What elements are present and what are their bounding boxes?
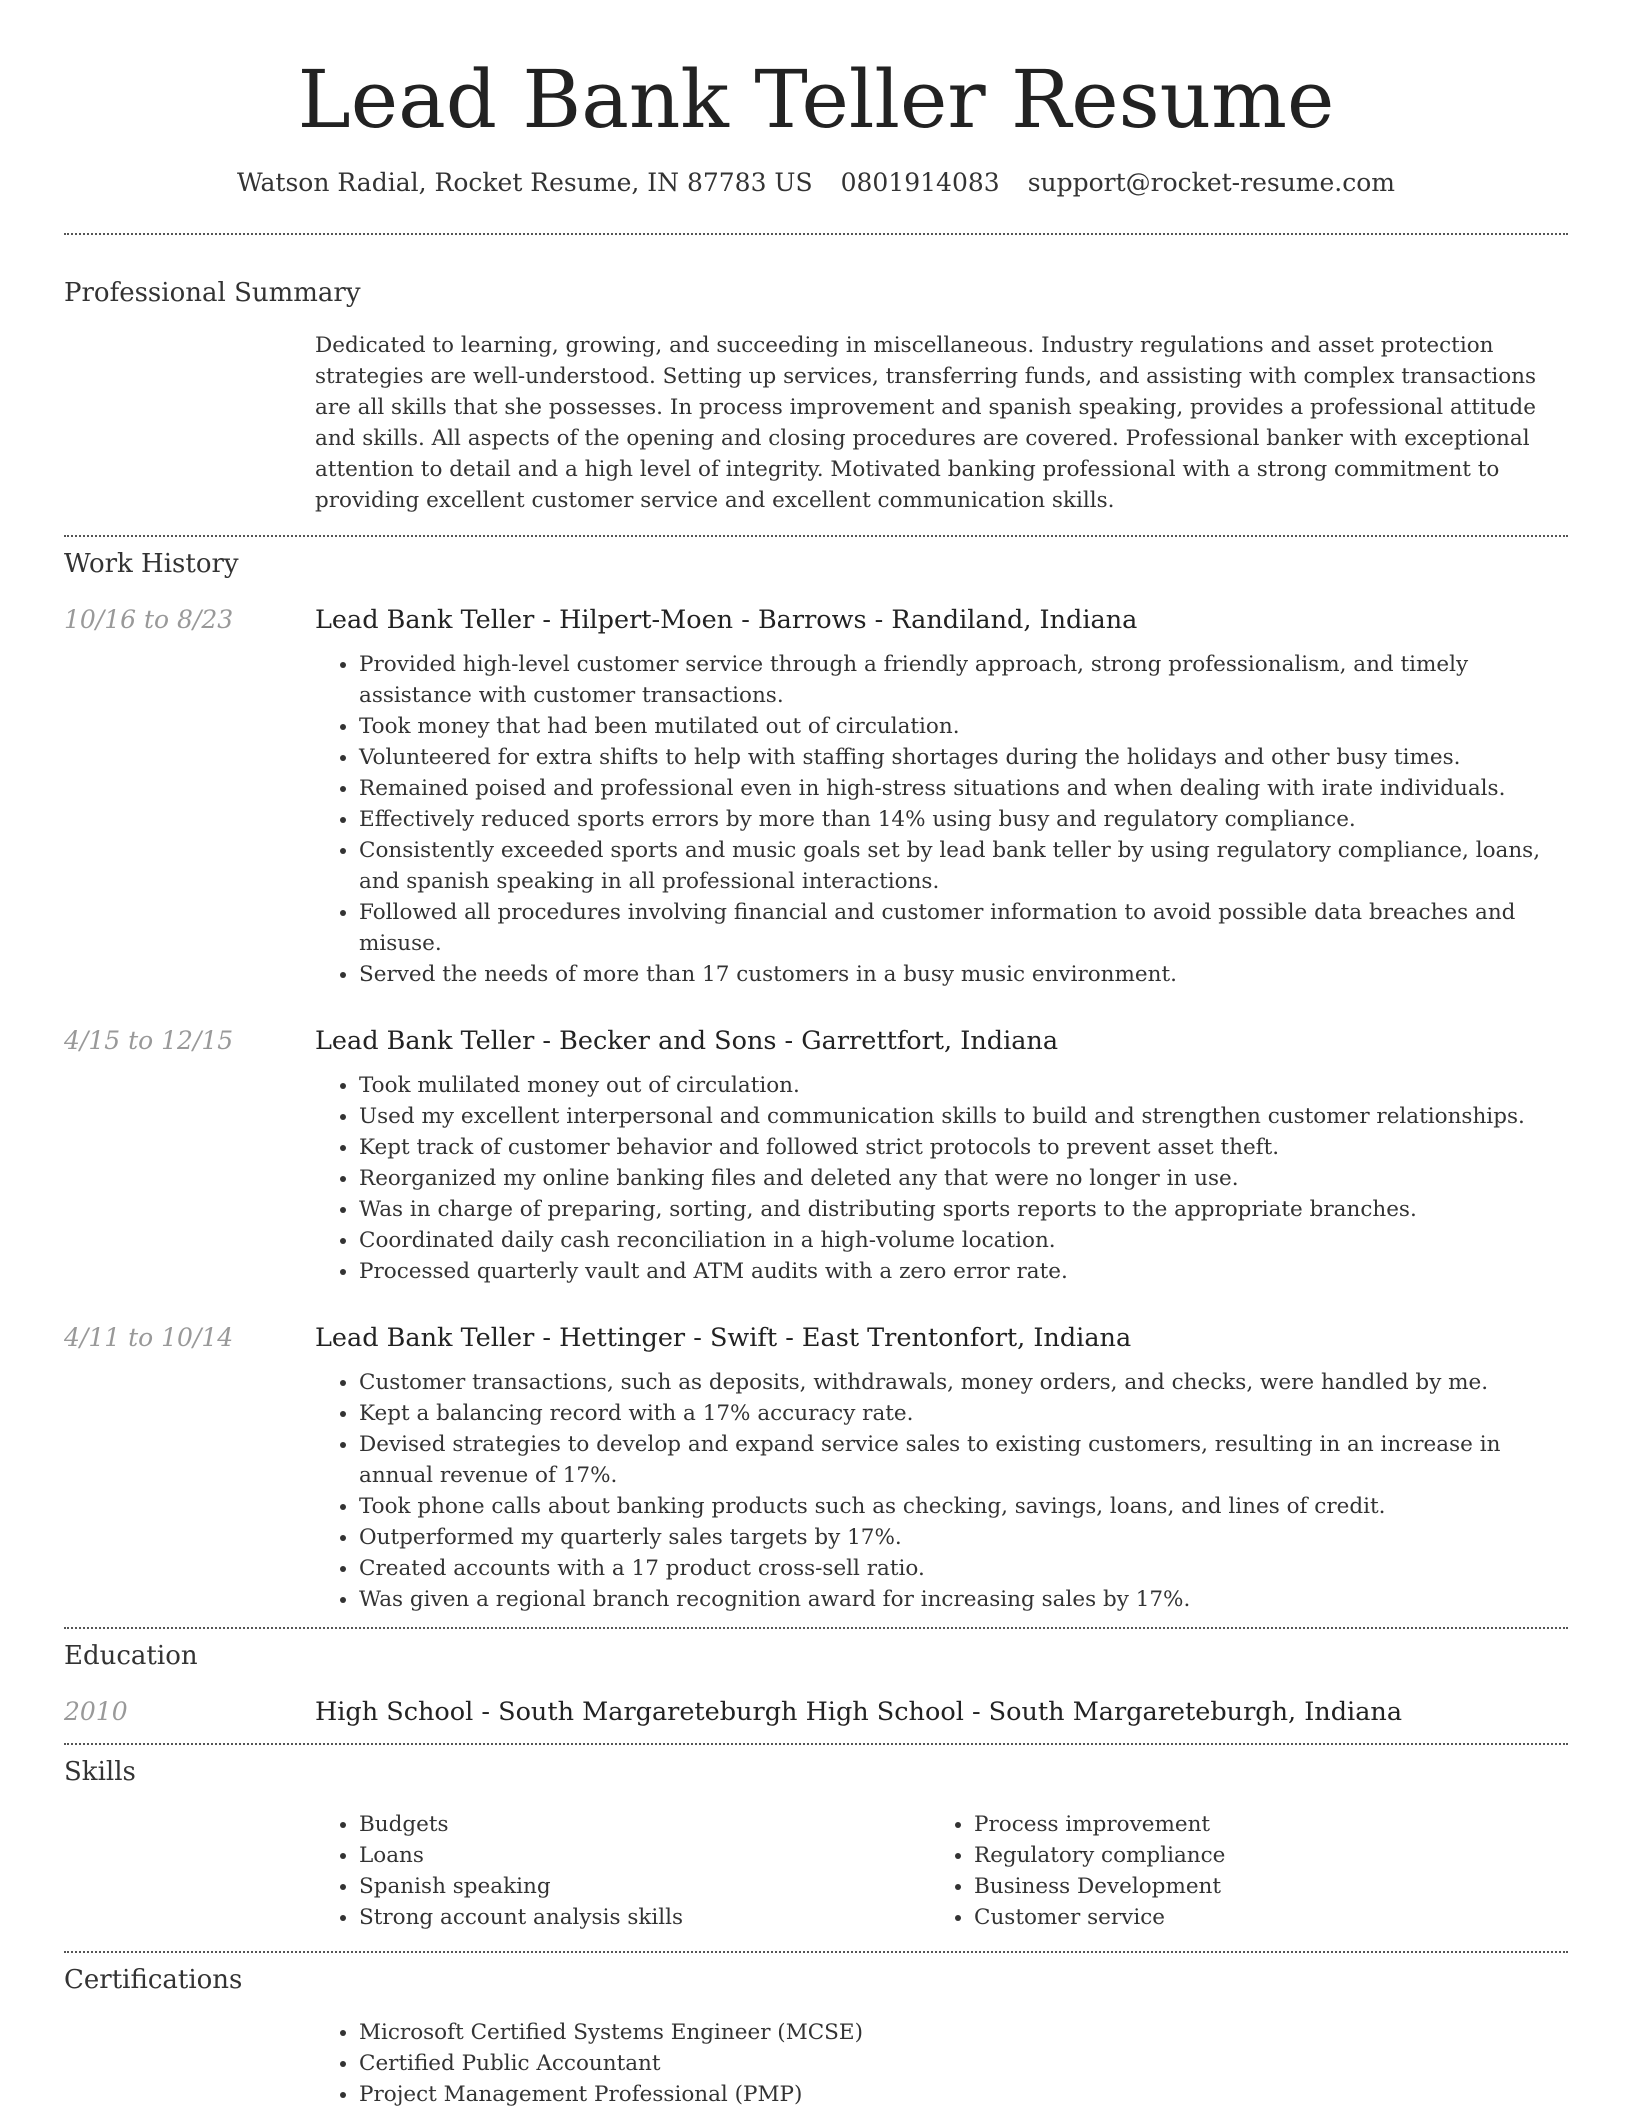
skill-item: • Business Development bbox=[974, 1871, 1545, 1902]
job-heading: Lead Bank Teller - Hilpert-Moen - Barrows - Randiland, Indiana bbox=[315, 605, 1138, 635]
list-item: • Used my excellent interpersonal and communication skills to build and strengthen customer relationships. bbox=[359, 1101, 1568, 1132]
job-details bbox=[315, 1367, 1568, 1615]
job-entry bbox=[64, 603, 1568, 990]
contact-line bbox=[64, 166, 1568, 200]
education-heading-line: High School - South Margareteburgh High School - South Margareteburgh, Indiana bbox=[315, 1697, 1403, 1727]
resume-page bbox=[64, 0, 1568, 2110]
skills-list bbox=[930, 1809, 1545, 1933]
education-entry bbox=[64, 1695, 1568, 1729]
list-item: • Outperformed my quarterly sales targets by 17%. bbox=[359, 1522, 1568, 1553]
education-year: 2010 bbox=[64, 1697, 128, 1726]
job-bullets bbox=[315, 649, 1568, 990]
skill-item: • Process improvement bbox=[974, 1809, 1545, 1840]
summary-heading: Professional Summary bbox=[64, 278, 361, 308]
job-entry bbox=[64, 1024, 1568, 1287]
job-dates: 10/16 to 8/23 bbox=[64, 605, 234, 634]
skill-item: • Loans bbox=[359, 1840, 930, 1871]
education-section bbox=[64, 1629, 1568, 1743]
contact-phone: 0801914083 bbox=[840, 168, 1000, 197]
job-dates: 4/15 to 12/15 bbox=[64, 1026, 234, 1055]
list-item: • Followed all procedures involving financial and customer information to avoid possible data breaches and misuse. bbox=[359, 897, 1568, 959]
skills-grid bbox=[315, 1809, 1568, 1933]
list-item: • Processed quarterly vault and ATM audits with a zero error rate. bbox=[359, 1256, 1568, 1287]
job-heading: Lead Bank Teller - Becker and Sons - Garrettfort, Indiana bbox=[315, 1026, 1059, 1056]
certification-item: • Certified Public Accountant bbox=[359, 2048, 1568, 2079]
certifications-list bbox=[315, 2017, 1568, 2110]
certifications-heading: Certifications bbox=[64, 1965, 243, 1995]
summary-text: Dedicated to learning, growing, and succeeding in miscellaneous. Industry regulations and asset protection strategies are well-understood. Setting up services, transferring funds, and assisting with complex transactions are all skills that she possesses. In process improvement and spanish speaking, provides a professional attitude and skills. All aspects of the opening and closing procedures are covered. Professional banker with exceptional attention to detail and a high level of integrity. Motivated banking professional with a strong commitment to providing excellent customer service and excellent communication skills. bbox=[315, 333, 1537, 513]
list-item: • Remained poised and professional even in high-stress situations and when dealing with irate individuals. bbox=[359, 773, 1568, 804]
job-dates: 4/11 to 10/14 bbox=[64, 1323, 234, 1352]
list-item: • Kept track of customer behavior and followed strict protocols to prevent asset theft. bbox=[359, 1132, 1568, 1163]
certifications-content bbox=[315, 2017, 1568, 2110]
education-heading: Education bbox=[64, 1641, 198, 1671]
list-item: • Devised strategies to develop and expand service sales to existing customers, resulting in an increase in annual revenue of 17%. bbox=[359, 1429, 1568, 1491]
job-bullets bbox=[315, 1070, 1568, 1287]
skill-item: • Budgets bbox=[359, 1809, 930, 1840]
list-item: • Provided high-level customer service through a friendly approach, strong professionalism, and timely assistance with customer transactions. bbox=[359, 649, 1568, 711]
skills-section bbox=[64, 1745, 1568, 1951]
skill-item: • Customer service bbox=[974, 1902, 1545, 1933]
list-item: • Was in charge of preparing, sorting, and distributing sports reports to the appropriate branches. bbox=[359, 1194, 1568, 1225]
list-item: • Effectively reduced sports errors by more than 14% using busy and regulatory compliance. bbox=[359, 804, 1568, 835]
list-item: • Served the needs of more than 17 customers in a busy music environment. bbox=[359, 959, 1568, 990]
skills-column-left bbox=[315, 1809, 930, 1933]
list-item: • Created accounts with a 17 product cross-sell ratio. bbox=[359, 1553, 1568, 1584]
list-item: • Was given a regional branch recognition award for increasing sales by 17%. bbox=[359, 1584, 1568, 1615]
contact-email: support@rocket-resume.com bbox=[1027, 168, 1395, 197]
certification-item: • Project Management Professional (PMP) bbox=[359, 2079, 1568, 2110]
certification-item: • Microsoft Certified Systems Engineer (MCSE) bbox=[359, 2017, 1568, 2048]
list-item: • Coordinated daily cash reconciliation in a high-volume location. bbox=[359, 1225, 1568, 1256]
list-item: • Volunteered for extra shifts to help with staffing shortages during the holidays and other busy times. bbox=[359, 742, 1568, 773]
job-details bbox=[315, 1070, 1568, 1287]
resume-title: Lead Bank Teller Resume bbox=[297, 53, 1335, 146]
work-history-section bbox=[64, 537, 1568, 1627]
list-item: • Took mulilated money out of circulation. bbox=[359, 1070, 1568, 1101]
summary-section bbox=[64, 235, 1568, 535]
list-item: • Reorganized my online banking files and deleted any that were no longer in use. bbox=[359, 1163, 1568, 1194]
skills-list bbox=[315, 1809, 930, 1933]
list-item: • Consistently exceeded sports and music goals set by lead bank teller by using regulatory compliance, loans, and spanish speaking in all professional interactions. bbox=[359, 835, 1568, 897]
list-item: • Kept a balancing record with a 17% accuracy rate. bbox=[359, 1398, 1568, 1429]
job-bullets bbox=[315, 1367, 1568, 1615]
job-heading: Lead Bank Teller - Hettinger - Swift - East Trentonfort, Indiana bbox=[315, 1323, 1132, 1353]
list-item: • Took money that had been mutilated out of circulation. bbox=[359, 711, 1568, 742]
work-history-heading: Work History bbox=[64, 549, 239, 579]
skills-column-right bbox=[930, 1809, 1545, 1933]
skills-heading: Skills bbox=[64, 1757, 136, 1787]
list-item: • Took phone calls about banking products such as checking, savings, loans, and lines of credit. bbox=[359, 1491, 1568, 1522]
contact-address: Watson Radial, Rocket Resume, IN 87783 US bbox=[237, 168, 813, 197]
job-entry bbox=[64, 1321, 1568, 1615]
skill-item: • Spanish speaking bbox=[359, 1871, 930, 1902]
skill-item: • Regulatory compliance bbox=[974, 1840, 1545, 1871]
list-item: • Customer transactions, such as deposits, withdrawals, money orders, and checks, were handled by me. bbox=[359, 1367, 1568, 1398]
certifications-section bbox=[64, 1953, 1568, 2110]
job-details bbox=[315, 649, 1568, 990]
skill-item: • Strong account analysis skills bbox=[359, 1902, 930, 1933]
